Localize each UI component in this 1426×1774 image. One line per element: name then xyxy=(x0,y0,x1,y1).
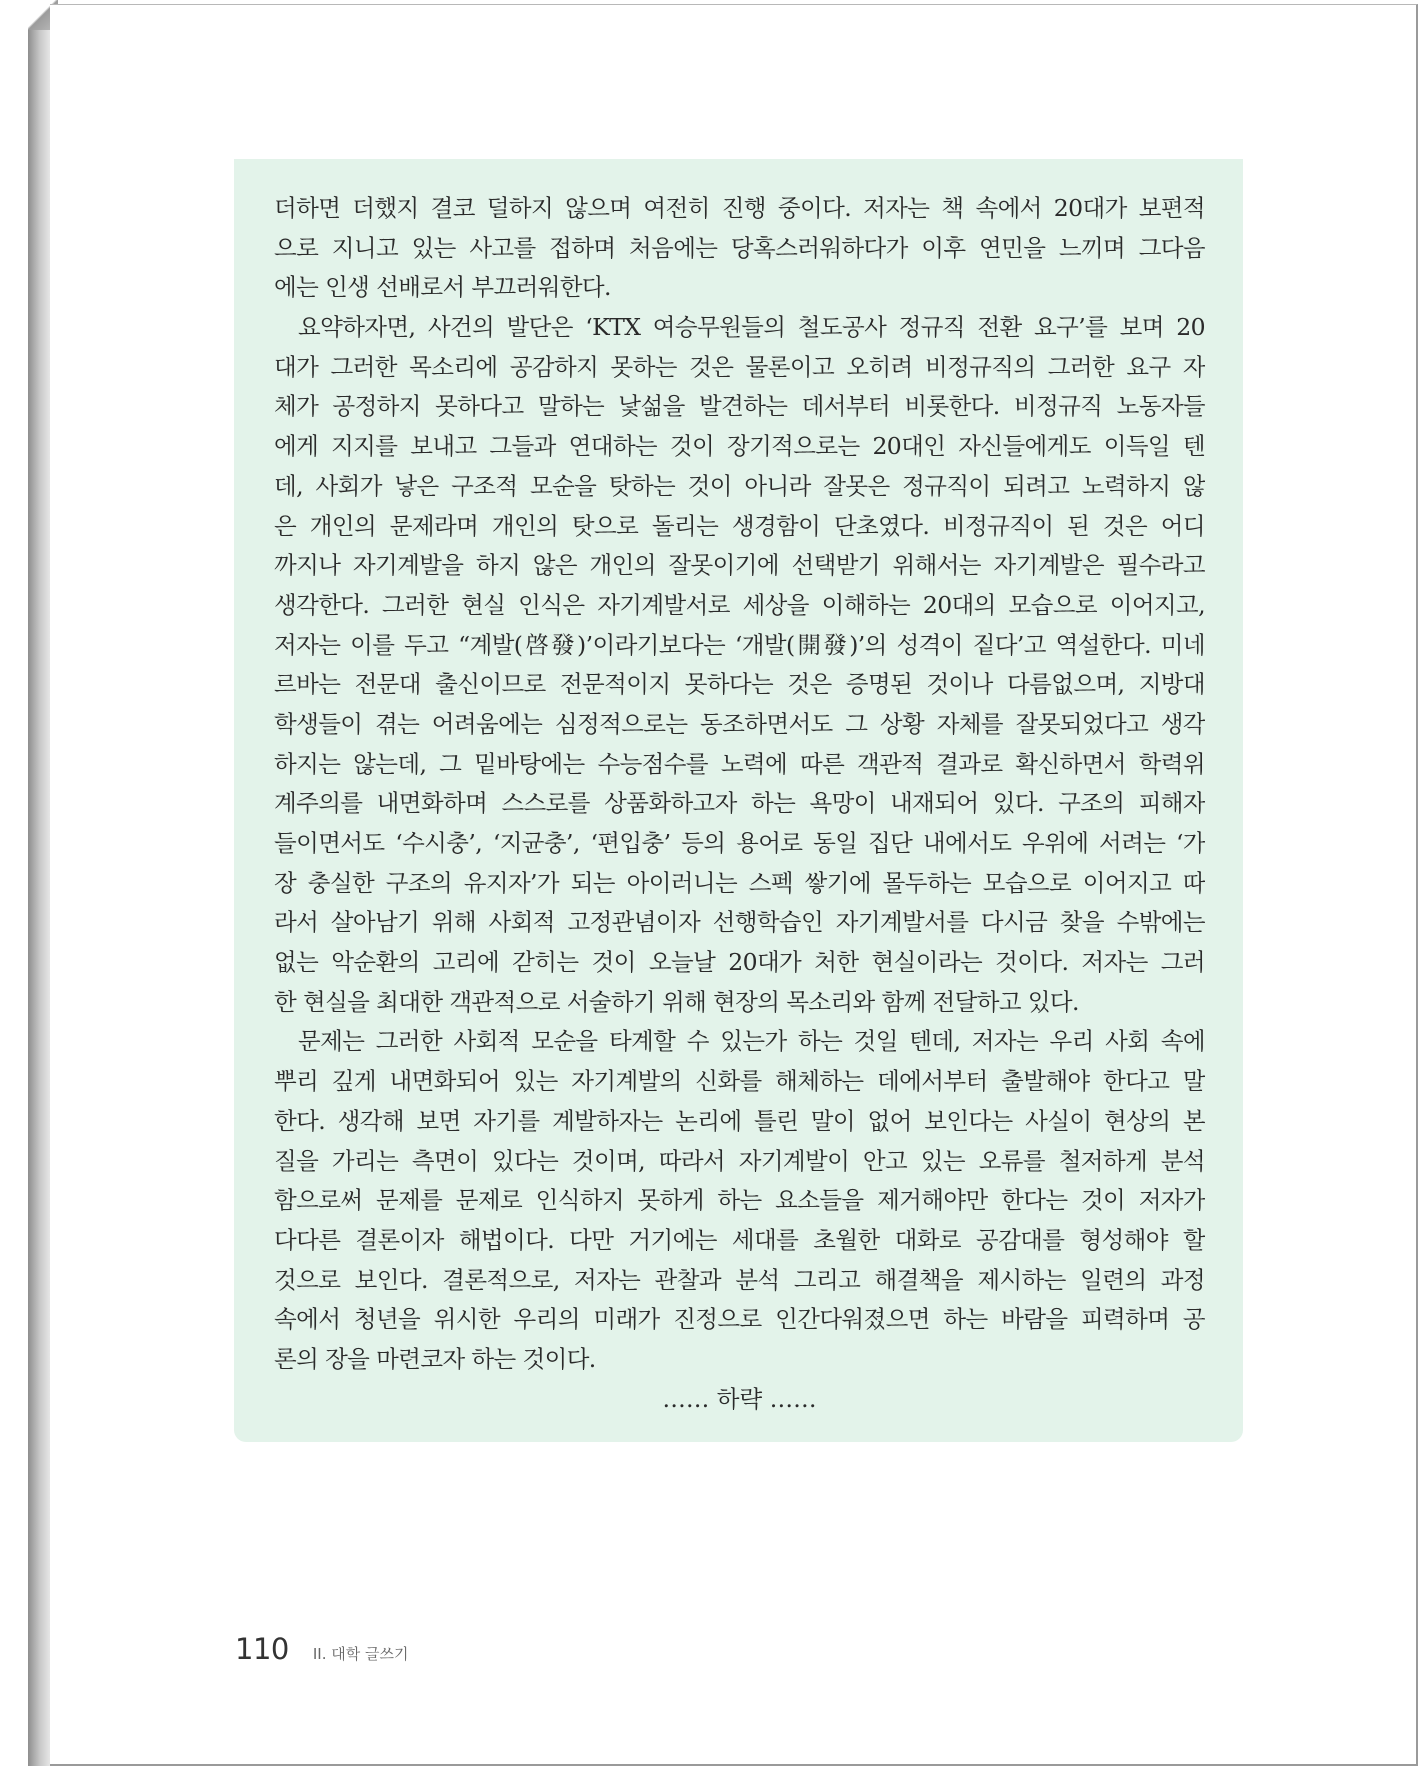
excerpt-line: 대가 그러한 목소리에 공감하지 못하는 것은 물론이고 오히려 비정규직의 그러한 요구 자 xyxy=(274,352,1205,381)
excerpt-line: 체가 공정하지 못하다고 말하는 낯섦을 발견하는 데서부터 비롯한다. 비정규직 노동자들 xyxy=(274,392,1205,421)
excerpt-line: 르바는 전문대 출신이므로 전문적이지 못하다는 것은 증명된 것이나 다름없으며, 지방대 xyxy=(274,670,1205,699)
excerpt-line: 들이면서도 ‘수시충’, ‘지균충’, ‘편입충’ 등의 용어로 동일 집단 내에서도 우위에 서려는 ‘가 xyxy=(274,829,1205,857)
excerpt-line: 질을 가리는 측면이 있다는 것이며, 따라서 자기계발이 안고 있는 오류를 철저하게 분석 xyxy=(274,1146,1205,1175)
excerpt-line: 저자는 이를 두고 “계발(啓發)’이라기보다는 ‘개발(開發)’의 성격이 짙다’고 역설한다. 미네 xyxy=(274,630,1205,659)
excerpt-line: 것으로 보인다. 결론적으로, 저자는 관찰과 분석 그리고 해결책을 제시하는 일련의 과정 xyxy=(274,1265,1205,1294)
omission-mark: …… 하략 …… xyxy=(662,1384,817,1413)
excerpt-line: 으로 지니고 있는 사고를 접하며 처음에는 당혹스러워하다가 이후 연민을 느끼며 그다음 xyxy=(274,233,1205,262)
excerpt-line: 은 개인의 문제라며 개인의 탓으로 돌리는 생경함이 단초였다. 비정규직이 된 것은 어디 xyxy=(274,511,1205,540)
excerpt-line: 까지나 자기계발을 하지 않은 개인의 잘못이기에 선택받기 위해서는 자기계발은 필수라고 xyxy=(274,551,1205,580)
excerpt-line: 에게 지지를 보내고 그들과 연대하는 것이 장기적으로는 20대인 자신들에게도 이득일 텐 xyxy=(274,432,1205,461)
page-footer xyxy=(235,1632,408,1666)
excerpt-line: 없는 악순환의 고리에 갇히는 것이 오늘날 20대가 처한 현실이라는 것이다. 저자는 그러 xyxy=(274,948,1205,977)
excerpt-line: 뿌리 깊게 내면화되어 있는 자기계발의 신화를 해체하는 데에서부터 출발해야 한다고 말 xyxy=(274,1067,1205,1096)
excerpt-line: 라서 살아남기 위해 사회적 고정관념이자 선행학습인 자기계발서를 다시금 찾을 수밖에는 xyxy=(274,908,1205,937)
book-spine-shadow xyxy=(28,8,50,1766)
excerpt-line: 에는 인생 선배로서 부끄러워한다. xyxy=(274,273,611,302)
excerpt-line: 학생들이 겪는 어려움에는 심정적으로는 동조하면서도 그 상황 자체를 잘못되었다고 생각 xyxy=(274,709,1205,738)
excerpt-line: 함으로써 문제를 문제로 인식하지 못하게 하는 요소들을 제거해야만 한다는 것이 저자가 xyxy=(274,1186,1205,1215)
excerpt-line: 생각한다. 그러한 현실 인식은 자기계발서로 세상을 이해하는 20대의 모습으로 이어지고, xyxy=(274,590,1205,619)
excerpt-line: 계주의를 내면화하며 스스로를 상품화하고자 하는 욕망이 내재되어 있다. 구조의 피해자 xyxy=(274,789,1205,818)
excerpt-line: 데, 사회가 낳은 구조적 모순을 탓하는 것이 아니라 잘못은 정규직이 되려고 노력하지 않 xyxy=(274,471,1205,500)
excerpt-line: 론의 장을 마련코자 하는 것이다. xyxy=(274,1344,596,1373)
excerpt-line: 한다. 생각해 보면 자기를 계발하자는 논리에 틀린 말이 없어 보인다는 사실이 현상의 본 xyxy=(274,1106,1205,1135)
excerpt-line: 다다른 결론이자 해법이다. 다만 거기에는 세대를 초월한 대화로 공감대를 형성해야 할 xyxy=(274,1225,1205,1254)
excerpt-box xyxy=(234,159,1243,1442)
excerpt-line: 문제는 그러한 사회적 모순을 타계할 수 있는가 하는 것일 텐데, 저자는 우리 사회 속에 xyxy=(298,1027,1205,1056)
excerpt-line: 장 충실한 구조의 유지자’가 되는 아이러니는 스펙 쌓기에 몰두하는 모습으로 이어지고 따 xyxy=(274,868,1205,897)
excerpt-line: 더하면 더했지 결코 덜하지 않으며 여전히 진행 중이다. 저자는 책 속에서 20대가 보편적 xyxy=(274,194,1205,222)
excerpt-line: 요약하자면, 사건의 발단은 ‘KTX 여승무원들의 철도공사 정규직 전환 요구’를 보며 20 xyxy=(298,313,1205,342)
page-number: 110 xyxy=(235,1632,289,1666)
excerpt-line: 하지는 않는데, 그 밑바탕에는 수능점수를 노력에 따른 객관적 결과로 확신하면서 학력위 xyxy=(274,749,1205,778)
excerpt-line: 한 현실을 최대한 객관적으로 서술하기 위해 현장의 목소리와 함께 전달하고 있다. xyxy=(274,987,1079,1016)
excerpt-line: 속에서 청년을 위시한 우리의 미래가 진정으로 인간다워졌으면 하는 바람을 피력하며 공 xyxy=(274,1305,1205,1334)
section-label: II. 대학 글쓰기 xyxy=(312,1645,409,1663)
excerpt-text xyxy=(274,189,1205,1380)
